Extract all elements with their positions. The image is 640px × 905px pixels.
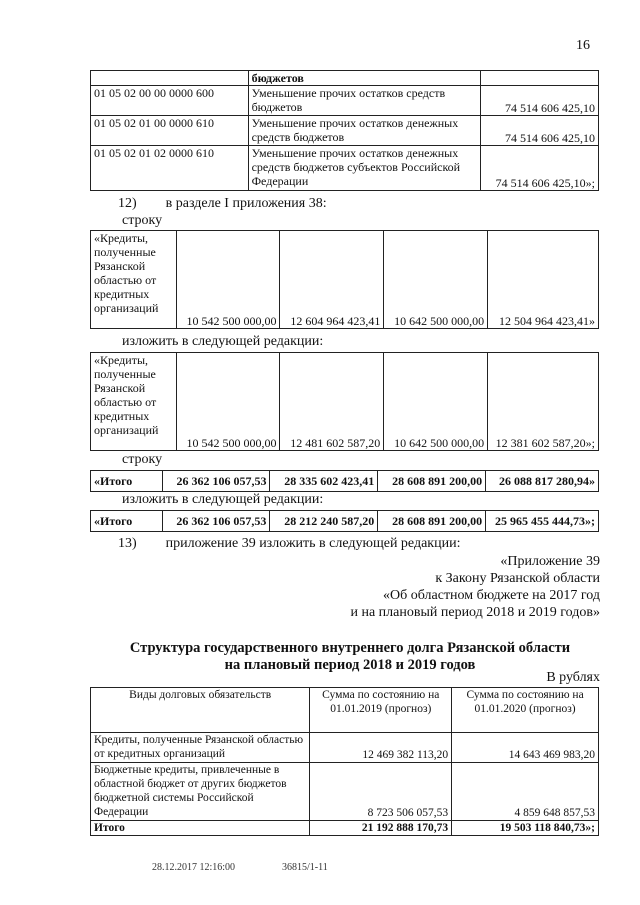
value-cell: 25 965 455 444,73»; (486, 511, 599, 532)
value-cell: 26 362 106 057,53 (162, 471, 270, 492)
table-row (91, 353, 599, 451)
table-header-row (91, 688, 599, 733)
value-cell: 10 542 500 000,00 (176, 231, 280, 329)
title-line: Структура государственного внутреннего долга Рязанской области (129, 640, 571, 656)
title-line: на плановый период 2018 и 2019 годов (224, 657, 476, 673)
value-cell: 26 088 817 280,94» (486, 471, 599, 492)
value-cell: 12 604 964 423,41 (280, 231, 384, 329)
value-cell: 19 503 118 840,73»; (452, 821, 599, 836)
name-cell: Уменьшение прочих остатков средств бюджетов (248, 86, 480, 116)
value-cell: 10 642 500 000,00 (384, 231, 488, 329)
item-number: 12) (118, 196, 137, 211)
izlozhit-label: изложить в следующей редакции: (122, 492, 324, 507)
appendix-line: к Закону Рязанской области (435, 571, 600, 586)
value-cell: 8 723 506 057,53 (310, 763, 452, 821)
credits-new-table (90, 352, 599, 451)
name-cell: Уменьшение прочих остатков денежных средств бюджетов (248, 116, 480, 146)
code-cell: 01 05 02 01 00 0000 610 (91, 116, 249, 146)
label-cell: «Кредиты, полученные Рязанской областью от кредитных организаций (91, 353, 177, 451)
stroku-label: строку (122, 452, 163, 467)
header-cell: Сумма по состоянию на 01.01.2020 (прогноз) (452, 688, 599, 733)
value-cell: 28 608 891 200,00 (378, 511, 486, 532)
amount-cell: 74 514 606 425,10 (481, 116, 599, 146)
value-cell: 12 504 964 423,41» (488, 231, 599, 329)
label-cell: «Итого (91, 471, 163, 492)
label-cell: «Кредиты, полученные Рязанской областью от кредитных организаций (91, 231, 177, 329)
value-cell: 12 469 382 113,20 (310, 733, 452, 763)
sources-table (90, 70, 599, 191)
item-text: приложение 39 изложить в следующей редакции: (165, 536, 461, 551)
table-row (91, 146, 599, 191)
header-cell: Сумма по состоянию на 01.01.2019 (прогноз) (310, 688, 452, 733)
table-row (91, 471, 599, 492)
credits-old-table (90, 230, 599, 329)
table-row (91, 231, 599, 329)
appendix-header (350, 553, 600, 621)
total-new-table (90, 510, 599, 532)
name-cell: Уменьшение прочих остатков денежных средств бюджетов субъектов Российской Федерации (248, 146, 480, 191)
appendix-line: и на плановый период 2018 и 2019 годов» (350, 605, 600, 620)
code-cell: 01 05 02 00 00 0000 600 (91, 86, 249, 116)
debt-structure-table (90, 687, 599, 836)
appendix-line: «Приложение 39 (500, 554, 600, 569)
units-label: В рублях (546, 670, 600, 685)
izlozhit-label: изложить в следующей редакции: (122, 334, 324, 349)
item-number: 13) (118, 536, 137, 551)
amount-cell: 74 514 606 425,10»; (481, 146, 599, 191)
name-cell: Кредиты, полученные Рязанской областью от кредитных организаций (91, 733, 310, 763)
item-text: в разделе I приложения 38: (165, 196, 327, 211)
value-cell: 4 859 648 857,53 (452, 763, 599, 821)
footer-datetime: 28.12.2017 12:16:00 (152, 862, 236, 873)
value-cell: 28 212 240 587,20 (270, 511, 378, 532)
item-13 (118, 536, 460, 552)
code-cell (91, 71, 249, 86)
total-old-table (90, 470, 599, 492)
code-cell: 01 05 02 01 02 0000 610 (91, 146, 249, 191)
value-cell: 10 642 500 000,00 (384, 353, 488, 451)
label-cell: «Итого (91, 511, 163, 532)
value-cell: 28 335 602 423,41 (270, 471, 378, 492)
table-row (91, 733, 599, 763)
stroku-label: строку (122, 213, 163, 228)
name-cell: бюджетов (248, 71, 480, 86)
appendix-line: «Об областном бюджете на 2017 год (383, 588, 600, 603)
value-cell: 12 481 602 587,20 (280, 353, 384, 451)
value-cell: 10 542 500 000,00 (176, 353, 280, 451)
table-total-row (91, 821, 599, 836)
footer-doc-code: 36815/1-11 (282, 862, 328, 873)
header-cell: Виды долговых обязательств (91, 688, 310, 733)
table-row (91, 763, 599, 821)
table-row (91, 71, 599, 86)
name-cell: Итого (91, 821, 310, 836)
page-number: 16 (576, 38, 590, 53)
amount-cell (481, 71, 599, 86)
value-cell: 28 608 891 200,00 (378, 471, 486, 492)
table-row (91, 511, 599, 532)
name-cell: Бюджетные кредиты, привлеченные в областной бюджет от других бюджетов бюджетной системы Российской Федерации (91, 763, 310, 821)
value-cell: 21 192 888 170,73 (310, 821, 452, 836)
structure-title (70, 640, 630, 674)
amount-cell: 74 514 606 425,10 (481, 86, 599, 116)
item-12 (118, 196, 327, 212)
value-cell: 14 643 469 983,20 (452, 733, 599, 763)
value-cell: 12 381 602 587,20»; (488, 353, 599, 451)
value-cell: 26 362 106 057,53 (162, 511, 270, 532)
table-row (91, 86, 599, 116)
table-row (91, 116, 599, 146)
